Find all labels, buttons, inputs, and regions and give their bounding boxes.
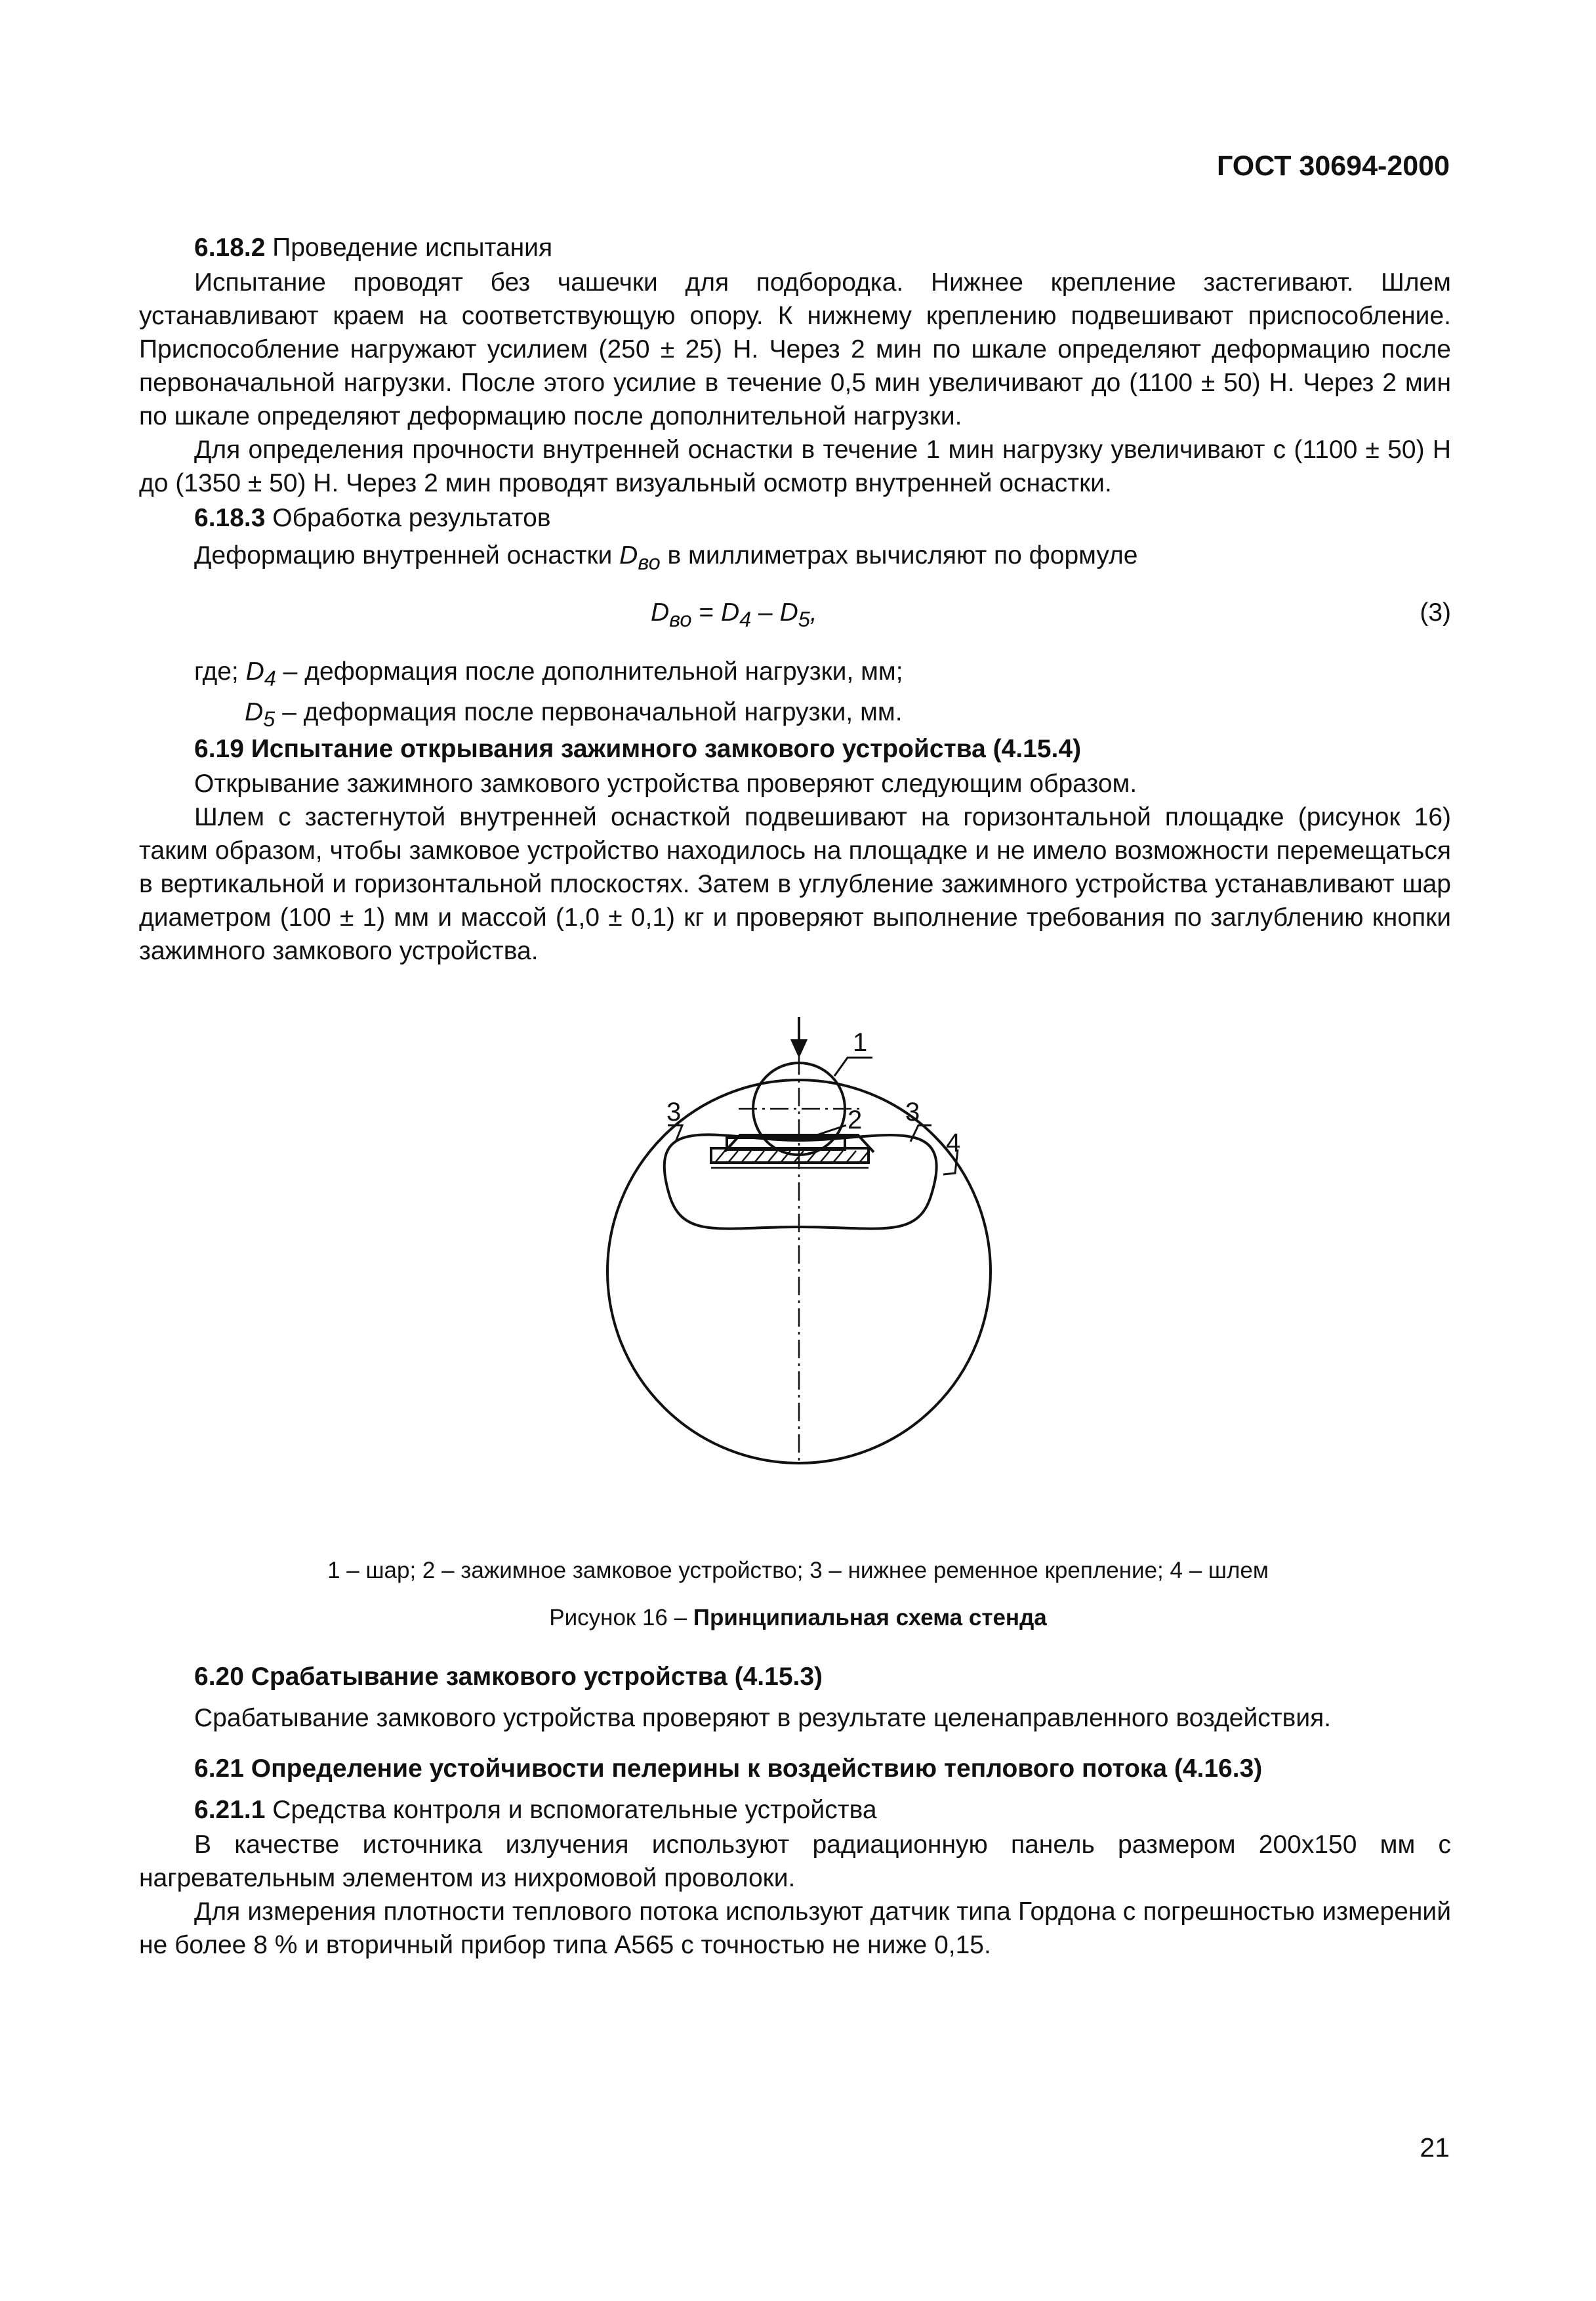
symbol-subscript: во: [638, 550, 661, 574]
section-title: Обработка результатов: [265, 504, 551, 532]
formula-punct: ,: [809, 598, 817, 627]
section-6-21: [139, 1752, 1451, 1962]
formula-subscript: 5: [798, 607, 810, 631]
formula-operator: –: [751, 598, 780, 627]
paragraph: Для определения прочности внутренней оснастки в течение 1 мин нагрузку увеличивают с (1100 ± 50) Н до (1350 ± 50) Н. Через 2 мин проводят визуальный осмотр внутренней оснастки.: [139, 436, 1451, 497]
text-run: в миллиметрах вычисляют по формуле: [660, 541, 1138, 570]
text-run: Деформацию внутренней оснастки: [194, 541, 620, 570]
section-heading: 6.19 Испытание открывания зажимного замкового устройства (4.15.4): [194, 735, 1082, 763]
section-6-18-3: [139, 501, 1451, 579]
figure-label-3-right: 3: [905, 1098, 920, 1127]
paragraph: В качестве источника излучения используют радиационную панель размером 200х150 мм с нагревательным элементом из нихромовой проволоки.: [139, 1831, 1451, 1892]
section-6-19: [139, 732, 1451, 968]
text-run: – деформация после дополнительной нагрузки, мм;: [276, 657, 903, 686]
formula-term: D: [779, 598, 798, 627]
section-heading: 6.20 Срабатывание замкового устройства (4.15.3): [194, 1663, 823, 1691]
figure-16-diagram: [590, 1004, 1010, 1476]
section-number: 6.18.2: [194, 234, 266, 262]
figure-label-1: 1: [853, 1028, 868, 1057]
paragraph: [139, 539, 1451, 579]
section-title: Проведение испытания: [265, 234, 553, 262]
section-number: 6.18.3: [194, 504, 266, 532]
symbol: D: [619, 541, 638, 570]
formula: [651, 596, 817, 636]
paragraph: Срабатывание замкового устройства проверяют в результате целенаправленного воздействия.: [194, 1704, 1332, 1732]
text-run: – деформация после первоначальной нагрузки, мм.: [275, 697, 903, 726]
figure-label-4: 4: [946, 1129, 961, 1157]
paragraph: Открывание зажимного замкового устройства проверяют следующим образом.: [194, 770, 1137, 798]
formula-term: D: [651, 598, 670, 627]
center-axes: [739, 1056, 859, 1463]
symbol: D: [245, 697, 264, 726]
formula-subscript: 4: [739, 607, 752, 631]
caption-title: Принципиальная схема стенда: [693, 1605, 1047, 1630]
section-heading: [139, 231, 1451, 264]
section-6-18-2: [139, 231, 1451, 500]
page-number: 21: [1420, 2132, 1450, 2163]
caption-prefix: Рисунок 16 –: [549, 1605, 693, 1630]
standard-header: ГОСТ 30694-2000: [1216, 150, 1450, 182]
where-label: где;: [194, 657, 246, 686]
figure-label-2: 2: [848, 1106, 863, 1134]
symbol: D: [245, 657, 264, 686]
symbol-subscript: 5: [263, 707, 276, 731]
formula-row: [139, 596, 1451, 630]
formula-operator: =: [691, 598, 721, 627]
where-line: [139, 655, 1451, 695]
load-arrow: [792, 1017, 806, 1055]
figure-label-3-left: 3: [666, 1098, 682, 1127]
paragraph: Шлем с застегнутой внутренней оснасткой подвешивают на горизонтальной площадке (рисунок 16) таким образом, чтобы замковое устройство находилось на площадке и не имело возможности перемещаться в вертикальной и горизонтальной плоскостях. Затем в углубление зажимного устройства устанавливают шар диаметром (100 ± 1) мм и массой (1,0 ± 0,1) кг и проверяют выполнение требования по заглублению кнопки зажимного замкового устройства.: [139, 803, 1451, 965]
paragraph: Испытание проводят без чашечки для подбородка. Нижнее крепление застегивают. Шлем устанавливают краем на соответствующую опору. К нижнему креплению подвешивают приспособление. Приспособление нагружают усилием (250 ± 25) Н. Через 2 мин по шкале определяют деформацию после первоначальной нагрузки. После этого усилие в течение 0,5 мин увеличивают до (1100 ± 50) Н. Через 2 мин по шкале определяют деформацию после дополнительной нагрузки.: [139, 268, 1451, 430]
subsection-heading: [139, 1793, 1451, 1827]
formula-subscript: во: [669, 607, 692, 631]
where-line: [139, 695, 1451, 736]
section-heading: 6.21 Определение устойчивости пелерины к воздействию теплового потока (4.16.3): [194, 1754, 1263, 1783]
symbol-subscript: 4: [264, 666, 276, 690]
formula-term: D: [720, 598, 740, 627]
section-6-20: [139, 1660, 1451, 1735]
where-block: [139, 655, 1451, 736]
figure-legend: 1 – шар; 2 – зажимное замковое устройство; 3 – нижнее ременное крепление; 4 – шлем: [327, 1558, 1269, 1583]
figure-caption: [0, 1601, 1596, 1634]
section-heading: [139, 501, 1451, 535]
equation-number: (3): [1420, 598, 1451, 627]
subsection-number: 6.21.1: [194, 1796, 266, 1824]
subsection-title: Средства контроля и вспомогательные устройства: [265, 1796, 877, 1824]
paragraph: Для измерения плотности теплового потока используют датчик типа Гордона с погрешностью измерений не более 8 % и вторичный прибор типа А565 с точностью не ниже 0,15.: [139, 1897, 1451, 1959]
